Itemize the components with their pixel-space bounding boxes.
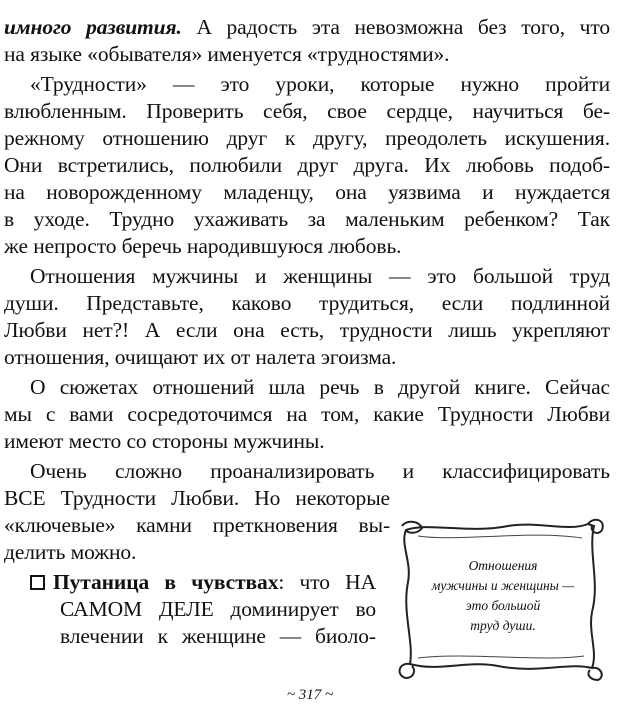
text-line-2: на языке «обывателя» именуется «трудностями». [4,42,450,66]
text-line-22: САМОМ ДЕЛЕ доминирует во [60,597,376,621]
checkbox-bullet-icon [30,575,45,590]
callout-quote: Отношения мужчины и женщины — это большой труд души. [431,558,575,633]
text-line-21: Путаница в чувствах: что НА [4,569,376,596]
text-line-9: же непросто беречь народившуюся любовь. [4,234,402,258]
text-line-11: души. Представьте, каково трудиться, если подлинной [4,291,610,315]
text-line-16: имеют место со стороны мужчины. [4,429,325,453]
text-line-6: Они встретились, полюбили друг друга. Их любовь подоб- [4,153,610,177]
text-line-20: делить можно. [4,540,137,564]
text-line-7: на новорожденному младенцу, она уязвима и нуждается [4,180,610,204]
text-line-5: режному отношению друг к другу, преодолеть искушения. [4,126,610,150]
scroll-callout [388,512,610,682]
text-line-23: влечении к женщине — биоло- [60,624,376,648]
bold-term: Путаница в чувствах [53,570,279,594]
text-line-13: отношения, очищают их от налета эгоизма. [4,345,397,369]
text-line-12: Любви нет?! А если она есть, трудности лишь укрепляют [4,318,610,342]
text-line-14: О сюжетах отношений шла речь в другой книге. Сейчас [30,375,610,399]
text-line-17: Очень сложно проанализировать и классифицировать [30,459,610,483]
text-line-3: «Трудности» — это уроки, которые нужно пройти [30,72,610,96]
text-line-18: ВСЕ Трудности Любви. Но некоторые [4,486,390,510]
text-line-1: имного развития. А радость эта невозможна без того, что [4,15,610,39]
text-line-15: мы с вами сосредоточимся на том, какие Трудности Любви [4,402,610,426]
text-line-8: в уходе. Трудно ухаживать за маленьким ребенком? Так [4,207,610,231]
page-number: ~ 317 ~ [286,687,334,703]
text-line-19: «ключевые» камни преткновения вы- [4,513,390,537]
text-line-4: влюбленным. Проверить себя, свое сердце, научиться бе- [4,99,610,123]
bold-italic-lead: имного развития. [4,15,182,39]
text-line-10: Отношения мужчины и женщины — это большой труд [30,264,610,288]
